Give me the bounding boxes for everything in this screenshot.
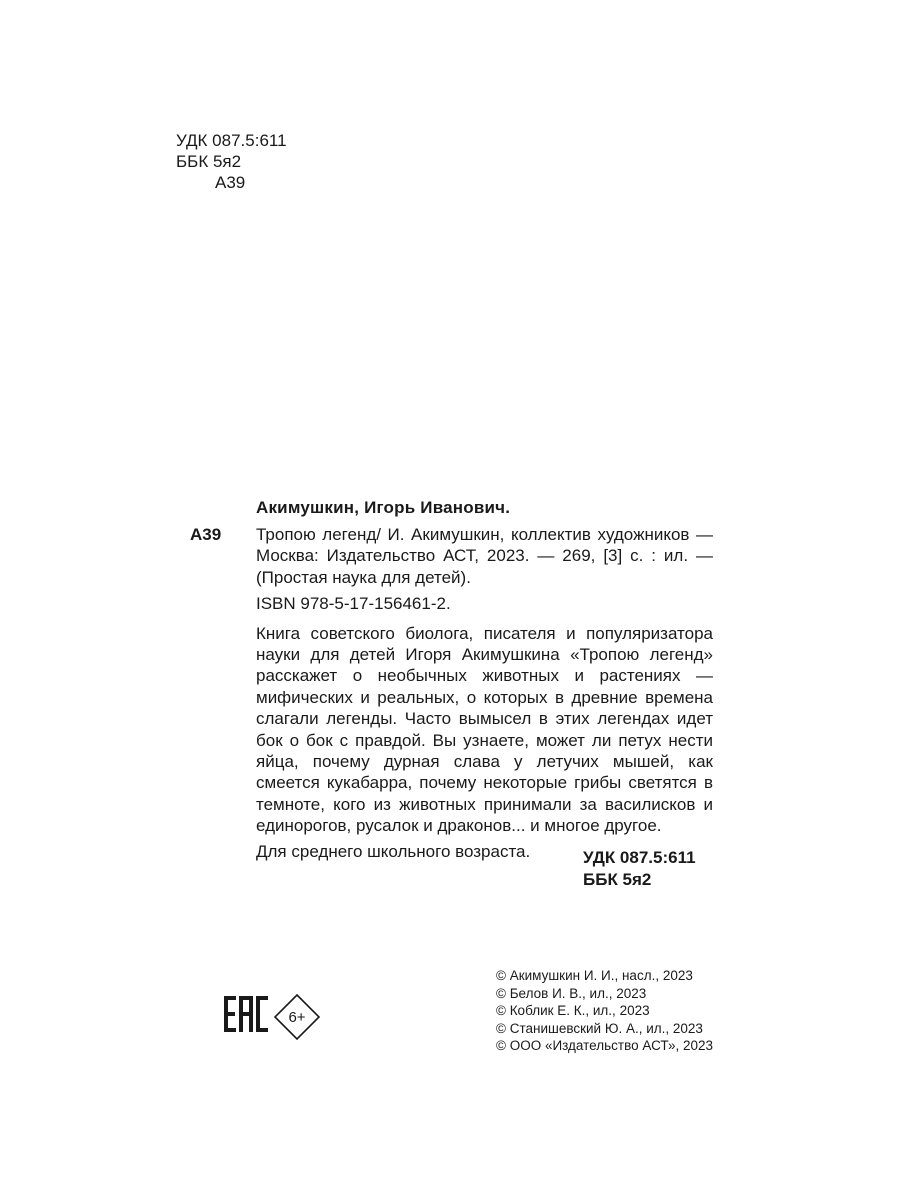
- author-mark: А39: [215, 173, 246, 192]
- udk-code: УДК 087.5:611: [176, 131, 287, 150]
- author-mark-bold: А39: [190, 525, 222, 544]
- copyright-line: © Станишевский Ю. А., ил., 2023: [496, 1020, 703, 1036]
- classification-codes-top: [176, 130, 287, 193]
- age-rating-label: 6+: [288, 1008, 306, 1026]
- bibliographic-record: [256, 524, 713, 862]
- isbn: ISBN 978-5-17-156461-2.: [256, 594, 451, 614]
- eac-certification-icon: [222, 990, 272, 1040]
- title-statement: Тропою легенд/ И. Акимушкин, коллектив художников — Москва: Издательство АСТ, 2023. — 269, [3] с. : ил. — (Простая наука для детей).: [256, 525, 713, 587]
- bbk-code-bottom: ББК 5я2: [583, 870, 652, 889]
- copyright-line: © Коблик Е. К., ил., 2023: [496, 1003, 650, 1019]
- copyright-list: [496, 967, 713, 1055]
- age-rating-badge: [273, 993, 321, 1041]
- eac-logo-icon: [222, 990, 272, 1040]
- bbk-code: ББК 5я2: [176, 152, 242, 171]
- author-heading: Акимушкин, Игорь Иванович.: [256, 498, 511, 517]
- classification-codes-bottom: [583, 847, 696, 891]
- copyright-line: © Белов И. В., ил., 2023: [496, 985, 647, 1001]
- udk-code-bottom: УДК 087.5:611: [583, 848, 696, 867]
- copyright-line: © ООО «Издательство АСТ», 2023: [496, 1038, 714, 1054]
- copyright-line: © Акимушкин И. И., насл., 2023: [496, 968, 693, 983]
- audience-note: Для среднего школьного возраста.: [256, 841, 531, 861]
- annotation: Книга советского биолога, писателя и популяризатора науки для детей Игоря Акимушкина «Тропою легенд» расскажет о необычных животных и растениях — мифических и реальных, о которых в древние времена слагали легенды. Часто вымысел в этих легендах идет бок о бок с правдой. Вы узнаете, может ли петух нести яйца, почему дурная слава у летучих мышей, как смеется кукабарра, почему некоторые грибы светятся в темноте, кого из животных принимали за василисков и единорогов, русалок и драконов... и многое другое.: [256, 623, 713, 836]
